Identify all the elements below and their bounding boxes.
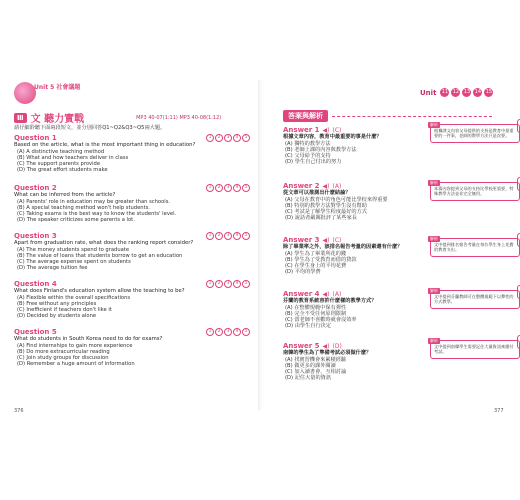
answer-2 bbox=[283, 182, 423, 221]
section-title bbox=[14, 110, 221, 125]
answer-option: (C) 父母給予的支持 bbox=[285, 152, 331, 159]
question-number: Question 5 bbox=[14, 328, 57, 336]
answer-option: (D) 記住大量的資訊 bbox=[285, 375, 332, 382]
speaker-icon[interactable]: ◀) bbox=[322, 182, 330, 190]
speaker-icon[interactable]: ◀) bbox=[322, 342, 330, 350]
option[interactable]: (C) Join study groups for discussion bbox=[17, 355, 109, 361]
mp3-tracks[interactable]: MP3 40-07(1:11) MP3 40-08(1:12) bbox=[136, 114, 222, 121]
explanation-3 bbox=[430, 238, 520, 257]
option[interactable]: (A) A distinctive teaching method bbox=[17, 148, 105, 155]
answer-question: 除了畢業率之外，該排名報告考量的因素還有什麼？ bbox=[283, 244, 403, 250]
question-text: Apart from graduation rate, what does the ranking report consider? bbox=[14, 240, 194, 246]
option[interactable]: (C) The average expense spent on students bbox=[17, 259, 131, 265]
question-text: What does Finland's education system allow the teaching to be? bbox=[14, 288, 185, 294]
unit-15[interactable]: 15 bbox=[485, 89, 493, 95]
answer-letter: (C) bbox=[332, 126, 342, 134]
option[interactable]: (A) Find internships to gain more experience bbox=[17, 342, 133, 349]
answer-option: (C) 考試是了解學生程度最好的方式 bbox=[285, 208, 367, 215]
speaker-icon[interactable]: ◀) bbox=[322, 126, 330, 134]
speaker-icon[interactable]: ◀) bbox=[322, 236, 330, 244]
answers-title: 答案與解析 bbox=[283, 110, 328, 122]
unit-nav bbox=[420, 88, 493, 97]
explanation-text: 文中提到芬蘭教師可在整體規範下以彈性的方式教學。 bbox=[434, 294, 514, 305]
answer-question: 根據文章內容，教育中最重要的事是什麼？ bbox=[283, 134, 382, 140]
unit-brand bbox=[14, 82, 81, 108]
answer-option: (C) 當老師不喜歡時就會沒效率 bbox=[285, 316, 357, 323]
option[interactable]: (D) The great effort students make bbox=[17, 167, 108, 174]
explanation-tag: 解析 bbox=[430, 180, 438, 185]
option[interactable]: (C) Inefficient if teachers don't like it bbox=[17, 307, 112, 313]
question-number: Question 4 bbox=[14, 280, 57, 288]
answer-option: (A) 找實習機會來累積經驗 bbox=[285, 356, 347, 363]
explanation-4 bbox=[430, 290, 520, 309]
unit-label: Unit bbox=[420, 88, 437, 97]
option[interactable]: (A) Flexible within the overall specifications bbox=[17, 294, 131, 301]
option[interactable]: (C) The support parents provide bbox=[17, 161, 101, 167]
answer-option: (D) 說話者嚴厲批評了某些家長 bbox=[285, 215, 357, 222]
brand-text: Unit 5 社會議題 bbox=[34, 84, 81, 91]
explanation-text: 根據課文內容父母提供的支持是教育中最重要的一件事，老師的教學方法只是次要。 bbox=[434, 128, 514, 139]
question-text: Based on the article, what is the most important thing in education? bbox=[14, 142, 196, 148]
answer-4 bbox=[283, 290, 423, 329]
answer-letter: (C) bbox=[332, 236, 342, 244]
answer-option: (B) 完全不受任何原則限制 bbox=[285, 310, 347, 317]
explanation-tag: 解析 bbox=[430, 122, 438, 127]
explanation-tag: 解析 bbox=[430, 236, 438, 241]
answer-question: 南韓的學生為了準備考試必須做什麼？ bbox=[283, 350, 372, 356]
answer-option: (B) 學生為了受教育而借的貸款 bbox=[285, 256, 357, 263]
answer-number: Answer 3 bbox=[283, 236, 320, 244]
answer-number: Answer 1 bbox=[283, 126, 320, 134]
option[interactable]: (D) The average tuition fee bbox=[17, 265, 88, 272]
answer-option: (A) 父母在教育中的角色可能比學校來得重要 bbox=[285, 196, 388, 203]
question-2 bbox=[14, 184, 250, 223]
review-dots: 1 2 3 4 5 bbox=[206, 280, 250, 288]
option[interactable]: (D) Decided by students alone bbox=[17, 313, 97, 320]
instructions: 請仔細聆聽下面兩段短文，並分別回答Q1~Q2&Q3~Q5兩大題。 bbox=[14, 125, 166, 131]
explanation-1 bbox=[430, 124, 520, 143]
answer-option: (D) 學生自己付出的努力 bbox=[285, 159, 342, 166]
question-number: Question 3 bbox=[14, 232, 57, 240]
question-3 bbox=[14, 232, 250, 271]
explanation-text: 本篇內容提到父母的支持比學校更重要，特殊教學方法並非完全無用。 bbox=[434, 186, 514, 197]
option[interactable]: (B) The value of loans that students borrow to get an education bbox=[17, 252, 183, 259]
option[interactable]: (B) A special teaching method won't help students. bbox=[17, 204, 150, 211]
answer-option: (D) 平均的學費 bbox=[285, 269, 321, 276]
answers-header bbox=[283, 110, 492, 122]
review-dots: 1 2 3 4 5 bbox=[206, 134, 250, 142]
header-divider bbox=[332, 116, 492, 117]
page-number-right: 377 bbox=[494, 408, 504, 414]
fairy-logo-icon bbox=[14, 82, 36, 104]
unit-11[interactable]: 11 bbox=[441, 89, 449, 95]
answer-5 bbox=[283, 342, 423, 381]
answer-letter: (D) bbox=[332, 342, 342, 350]
answer-option: (B) 特別的教學方法對學生沒有幫助 bbox=[285, 202, 367, 209]
option[interactable]: (A) The money students spend to graduate bbox=[17, 246, 130, 253]
answer-number: Answer 5 bbox=[283, 342, 320, 350]
review-dots: 1 2 3 4 5 bbox=[206, 328, 250, 336]
unit-12[interactable]: 12 bbox=[452, 89, 460, 95]
section-heading: 文 聽力實戰 bbox=[30, 114, 85, 125]
answer-option: (C) 加入讀書會，互相討論 bbox=[285, 368, 347, 375]
page-fold bbox=[258, 80, 262, 410]
question-number: Question 1 bbox=[14, 134, 57, 142]
answer-letter: (A) bbox=[332, 182, 342, 190]
answer-3 bbox=[283, 236, 423, 275]
option[interactable]: (D) Remember a huge amount of information bbox=[17, 361, 135, 368]
review-dots: 1 2 3 4 5 bbox=[206, 184, 250, 192]
answer-question: 從文章可以推測出什麼結論？ bbox=[283, 190, 351, 196]
question-number: Question 2 bbox=[14, 184, 57, 192]
answer-letter: (A) bbox=[332, 290, 342, 298]
option[interactable]: (B) Free without any principles bbox=[17, 300, 97, 307]
explanation-2 bbox=[430, 182, 520, 201]
unit-14[interactable]: 14 bbox=[474, 89, 482, 95]
answer-option: (A) 在整體規範中保有彈性 bbox=[285, 304, 347, 311]
answer-option: (C) 在學生身上的平均花費 bbox=[285, 262, 347, 269]
answer-1 bbox=[283, 126, 423, 165]
question-1 bbox=[14, 134, 250, 173]
option[interactable]: (A) Parents' role in education may be greater than schools. bbox=[17, 198, 171, 205]
answer-question: 芬蘭的教育系統容許什麼樣的教學方式？ bbox=[283, 298, 377, 304]
question-text: What can be inferred from the article? bbox=[14, 192, 116, 198]
answer-option: (A) 學生為了畢業所花的錢 bbox=[285, 250, 347, 257]
question-text: What do students in South Korea need to do for exams? bbox=[14, 336, 163, 342]
explanation-tag: 解析 bbox=[430, 288, 438, 293]
answer-number: Answer 4 bbox=[283, 290, 320, 298]
explanation-text: 文中提到排名報告考量在每位學生身上花費的教育支出。 bbox=[434, 242, 514, 253]
answer-option: (A) 獨特的教學方法 bbox=[285, 140, 331, 147]
review-dots: 1 2 3 4 5 bbox=[206, 232, 250, 240]
question-5 bbox=[14, 328, 250, 367]
speaker-icon[interactable]: ◀) bbox=[322, 290, 330, 298]
unit-13[interactable]: 13 bbox=[463, 89, 471, 95]
answer-option: (B) 老師上課的內容與教學方法 bbox=[285, 146, 357, 153]
option[interactable]: (B) Do more extracurricular reading bbox=[17, 348, 110, 355]
explanation-tag: 解析 bbox=[430, 338, 438, 343]
option[interactable]: (B) What and how teachers deliver in class bbox=[17, 154, 129, 161]
question-4 bbox=[14, 280, 250, 319]
option[interactable]: (D) The speaker criticizes some parents a lot. bbox=[17, 217, 135, 224]
answer-option: (B) 做更多的課外閱讀 bbox=[285, 362, 336, 369]
explanation-5 bbox=[430, 340, 520, 359]
page-number-left: 376 bbox=[14, 408, 24, 414]
section-badge: Ⅲ bbox=[14, 113, 27, 123]
answer-option: (D) 由學生自行決定 bbox=[285, 323, 332, 330]
answer-number: Answer 2 bbox=[283, 182, 320, 190]
explanation-text: 文中提到南韓學生需要記住大量資訊來應付考試。 bbox=[434, 344, 514, 355]
option[interactable]: (C) Taking exams is the best way to know the students' level. bbox=[17, 211, 177, 217]
